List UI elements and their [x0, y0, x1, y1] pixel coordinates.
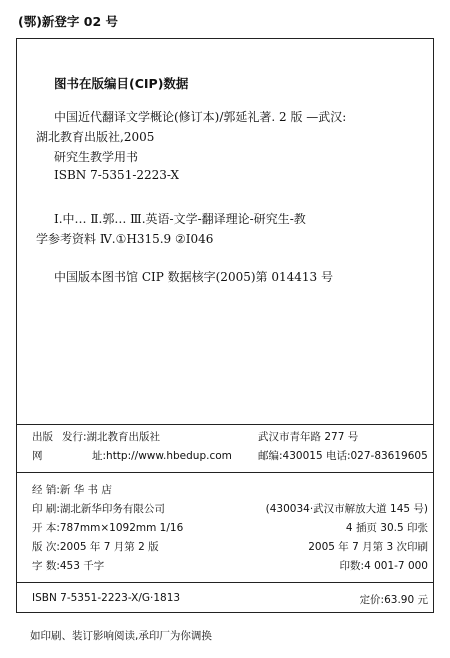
detail-word-count: 字 数:453 千字: [32, 560, 105, 572]
divider-publisher: [16, 424, 434, 425]
footer-price: 定价:63.90 元: [359, 594, 428, 606]
replacement-note: 如印刷、装订影响阅读,承印厂为你调换: [30, 630, 212, 642]
cip-classification-2: 学参考资料 Ⅳ.①H315.9 ②I046: [36, 232, 214, 246]
divider-details: [16, 472, 434, 473]
cip-classification-1: Ⅰ.中… Ⅱ.郭… Ⅲ.英语-文学-翻译理论-研究生-教: [54, 212, 306, 226]
publisher-label: 出版: [32, 431, 53, 443]
publisher-contact: 邮编:430015 电话:027-83619605: [258, 450, 428, 462]
detail-printing: 2005 年 7 月第 3 次印刷: [308, 541, 428, 553]
publisher-address: 武汉市青年路 277 号: [258, 431, 359, 443]
detail-printer: 印 刷:湖北新华印务有限公司: [32, 503, 165, 515]
cip-line-1: 中国近代翻译文学概论(修订本)/郭延礼著. 2 版 —武汉:: [54, 110, 347, 124]
footer-isbn: ISBN 7-5351-2223-X/G·1813: [32, 592, 181, 604]
detail-edition: 版 次:2005 年 7 月第 2 版: [32, 541, 159, 553]
divider-footer: [16, 582, 434, 583]
publisher-issuer: 发行:湖北教育出版社: [62, 431, 161, 443]
cip-isbn: ISBN 7-5351-2223-X: [54, 168, 180, 182]
detail-format: 开 本:787mm×1092mm 1/16: [32, 522, 184, 534]
cip-line-2: 湖北教育出版社,2005: [36, 130, 155, 144]
detail-printer-address: (430034·武汉市解放大道 145 号): [265, 503, 428, 515]
publisher-website: 址:http://www.hbedup.com: [92, 450, 232, 462]
registration-number: (鄂)新登字 02 号: [18, 14, 119, 29]
cip-title: 图书在版编目(CIP)数据: [54, 76, 189, 91]
detail-print-run: 印数:4 001-7 000: [339, 560, 428, 572]
publisher-website-label: 网: [32, 450, 43, 462]
cip-line-3: 研究生教学用书: [54, 150, 139, 164]
detail-sheets: 4 插页 30.5 印张: [345, 522, 428, 534]
cip-check-number: 中国版本图书馆 CIP 数据核字(2005)第 014413 号: [54, 270, 333, 284]
detail-distributor: 经 销:新 华 书 店: [32, 484, 112, 496]
